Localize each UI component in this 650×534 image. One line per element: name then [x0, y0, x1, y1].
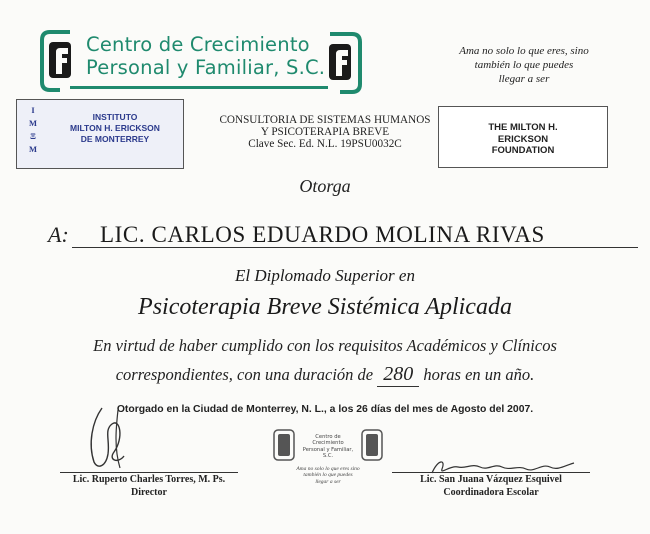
header-green-rule: [70, 86, 328, 89]
recipient-prefix: A:: [48, 222, 69, 247]
director-role: Director: [131, 487, 167, 498]
statement-before-hours: correspondientes, con una duración de: [115, 365, 374, 384]
consultancy-line: Y PSICOTERAPIA BREVE: [260, 126, 390, 138]
recipient-name: LIC. CARLOS EDUARDO MOLINA RIVAS: [100, 222, 545, 247]
director-name: Lic. Ruperto Charles Torres, M. Ps.: [72, 474, 226, 485]
consultancy-block: [190, 114, 460, 150]
institute-mark-glyph: M: [28, 144, 38, 154]
coordinator-name: Lic. San Juana Vázquez Esquivel: [420, 474, 562, 485]
issue-date-line: Otorgado en la Ciudad de Monterrey, N. L., a los 26 días del mes de Agosto del 2007.: [116, 404, 534, 415]
institute-mark-glyph: M: [28, 118, 38, 128]
institute-line: MILTON H. ERICKSON: [70, 123, 160, 133]
consultancy-line: CONSULTORIA DE SISTEMAS HUMANOS: [219, 114, 431, 126]
motto-line: también lo que puedes: [474, 59, 574, 71]
institute-mark: [26, 104, 40, 156]
institute-mark-glyph: Ξ: [30, 131, 36, 141]
consultancy-line: Clave Sec. Ed. N.L. 19PSU0032C: [248, 138, 402, 150]
seal-org-line: Crecimiento: [312, 440, 344, 447]
statement-line2: [0, 363, 650, 387]
statement-line1: En virtud de haber cumplido con los requisitos Académicos y Clínicos: [93, 336, 557, 355]
recipient-underline: [72, 247, 638, 248]
foundation-line: FOUNDATION: [491, 145, 555, 156]
diploma-title: El Diplomado Superior en: [235, 266, 415, 285]
foundation-name: [440, 122, 606, 157]
institute-line: INSTITUTO: [92, 112, 138, 122]
institute-line: DE MONTERREY: [80, 134, 150, 144]
program-name: Psicoterapia Breve Sistémica Aplicada: [138, 294, 512, 320]
letter-f-logo-icon: [326, 32, 362, 94]
motto-line: Ama no solo lo que eres, sino: [459, 45, 589, 57]
letter-f-logo-icon: [40, 30, 74, 92]
statement-after-hours: horas en un año.: [423, 365, 535, 384]
coordinator-role: Coordinadora Escolar: [443, 487, 539, 498]
header-motto: [426, 44, 622, 86]
seal-org-line: Centro de: [315, 434, 341, 440]
foundation-line: ERICKSON: [497, 133, 549, 145]
institute-name: [50, 112, 180, 145]
signature-line-left: [60, 472, 238, 473]
org-name-line2: Personal y Familiar, S.C.: [86, 56, 326, 79]
org-name-line1: Centro de Crecimiento: [86, 33, 310, 56]
hours-value: 280: [377, 363, 419, 387]
seal-motto-line: Ama no solo lo que eres sino: [296, 466, 360, 472]
institute-mark-glyph: I: [31, 105, 35, 115]
foundation-line: THE MILTON H.: [488, 122, 558, 133]
seal-org-line: Personal y Familiar, S.C.: [302, 446, 354, 460]
seal-org-text: [300, 434, 356, 460]
seal-motto-line: llegar a ser: [315, 478, 341, 485]
motto-line: llegar a ser: [498, 73, 550, 85]
grants-heading: Otorga: [299, 176, 351, 196]
signature-scribble-icon: [84, 404, 132, 472]
seal-motto-line: también lo que puedes: [303, 472, 353, 479]
seal-motto-text: [272, 466, 384, 485]
signature-line-right: [392, 472, 590, 473]
